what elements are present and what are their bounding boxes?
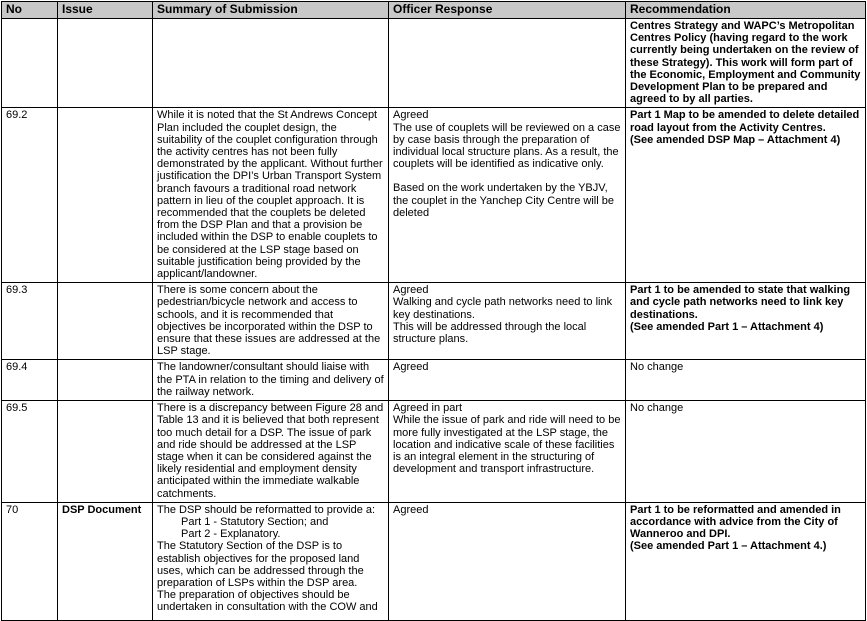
header-recommendation: Recommendation: [626, 2, 866, 19]
cell-summary: [153, 283, 389, 360]
cell-issue: [58, 360, 153, 401]
cell-recommendation: [626, 401, 866, 503]
response-text: This will be addressed through the local structure plans.: [393, 320, 587, 346]
recommendation-text: Part 1 to be reformatted and amended in accordance with advice from the City of Wanneroo and DPI.: [630, 503, 841, 541]
cell-summary: [153, 108, 389, 283]
cell-no: 69.4: [2, 360, 58, 401]
table-row: [2, 401, 866, 503]
cell-no: [2, 19, 58, 108]
cell-issue: [58, 19, 153, 108]
summary-text: The Statutory Section of the DSP is to establish objectives for the proposed land uses, which can be addressed through the preparation of LSPs within the DSP area.: [157, 540, 364, 589]
response-text: The use of couplets will be reviewed on a case by case basis through the preparation of individual local structure plans. As a result, the couplets will be identified as indicative only.: [393, 121, 621, 171]
cell-recommendation: [626, 19, 866, 108]
summary-text: The preparation of objectives should be undertaken in consultation with the COW and: [157, 589, 378, 614]
cell-response: [389, 108, 626, 283]
cell-no: 70: [2, 502, 58, 620]
cell-response: [389, 360, 626, 401]
summary-text: While it is noted that the St Andrews Concept Plan included the couplet design, the suitability of the couplet configuration through the activity centres has not been fully demonstrated by the applicant. Without further justification the DPI’s Urban Transport System branch favours a traditional road network pattern in lieu of the couplet approach. It is recommended that the couplets be deleted from the DSP Plan and that a provision be included within the DSP to enable couplets to be considered at the LSP stage based on suitable justification being provided by the applicant/landowner.: [157, 109, 383, 281]
response-status: Agreed: [393, 284, 429, 297]
cell-issue: [58, 283, 153, 360]
cell-response: [389, 502, 626, 620]
response-status: Agreed in part: [393, 402, 463, 415]
cell-recommendation: [626, 283, 866, 360]
cell-summary: [153, 360, 389, 401]
cell-response: [389, 19, 626, 108]
cell-recommendation: [626, 502, 866, 620]
table-row: [2, 360, 866, 401]
recommendation-reference: (See amended DSP Map – Attachment 4): [630, 133, 841, 146]
header-response: Officer Response: [389, 2, 626, 19]
summary-intro: The DSP should be reformatted to provide a:: [157, 503, 376, 516]
table-row: [2, 283, 866, 360]
recommendation-text: Part 1 Map to be amended to delete detailed road layout from the Activity Centres.: [630, 109, 860, 134]
table-row: [2, 19, 866, 108]
table-row: [2, 502, 866, 620]
cell-recommendation: [626, 108, 866, 283]
summary-list-item: Part 1 - Statutory Section; and: [181, 515, 329, 528]
response-text: Based on the work undertaken by the YBJV, the couplet in the Yanchep City Centre will be deleted: [393, 182, 614, 219]
recommendation-text: No change: [630, 402, 684, 415]
cell-recommendation: [626, 360, 866, 401]
summary-text: The landowner/consultant should liaise with the PTA in relation to the timing and delivery of the railway network.: [157, 361, 384, 398]
recommendation-text: Part 1 to be amended to state that walking and cycle path networks need to link key destinations.: [630, 284, 851, 321]
response-status: Agreed: [393, 109, 429, 122]
summary-list-item: Part 2 - Explanatory.: [181, 528, 281, 541]
cell-no: 69.5: [2, 401, 58, 503]
recommendation-reference: (See amended Part 1 – Attachment 4.): [630, 540, 827, 553]
cell-response: [389, 283, 626, 360]
cell-summary: [153, 19, 389, 108]
recommendation-text: No change: [630, 361, 684, 374]
summary-text: There is a discrepancy between Figure 28 and Table 13 and it is believed that both represent too much detail for a DSP. The issue of park and ride should be addressed at the LSP stage when it can be considered against the likely residential and employment density anticipated within the immediate walkable catchments.: [157, 402, 384, 500]
submissions-table: [1, 1, 866, 621]
cell-no: 69.2: [2, 108, 58, 283]
cell-summary: [153, 502, 389, 620]
recommendation-text: Centres Strategy and WAPC’s Metropolitan Centres Policy (having regard to the work currently being undertaken on the review of these Strategy). This work will form part of the Economic, Employment and Community Development Plan to be prepared and agreed to by all parties.: [630, 20, 861, 106]
response-text: While the issue of park and ride will need to be more fully investigated at the LSP stage, the location and indicative scale of these facilities is an integral element in the structuring of development and transport infrastructure.: [393, 414, 621, 476]
cell-issue: [58, 401, 153, 503]
response-status: Agreed: [393, 503, 429, 516]
cell-no: 69.3: [2, 283, 58, 360]
table-header-row: [2, 2, 866, 19]
recommendation-reference: (See amended Part 1 – Attachment 4): [630, 320, 824, 333]
table-row: [2, 108, 866, 283]
response-text: Walking and cycle path networks need to link key destinations.: [393, 296, 613, 321]
header-no: No: [2, 2, 58, 19]
cell-issue: [58, 108, 153, 283]
cell-response: [389, 401, 626, 503]
summary-text: There is some concern about the pedestrian/bicycle network and access to schools, and it is recommended that objectives be incorporated within the DSP to ensure that these issues are addressed at the LSP stage.: [157, 284, 381, 358]
header-summary: Summary of Submission: [153, 2, 389, 19]
header-issue: Issue: [58, 2, 153, 19]
cell-issue: DSP Document: [58, 502, 153, 620]
cell-summary: [153, 401, 389, 503]
response-status: Agreed: [393, 361, 429, 374]
